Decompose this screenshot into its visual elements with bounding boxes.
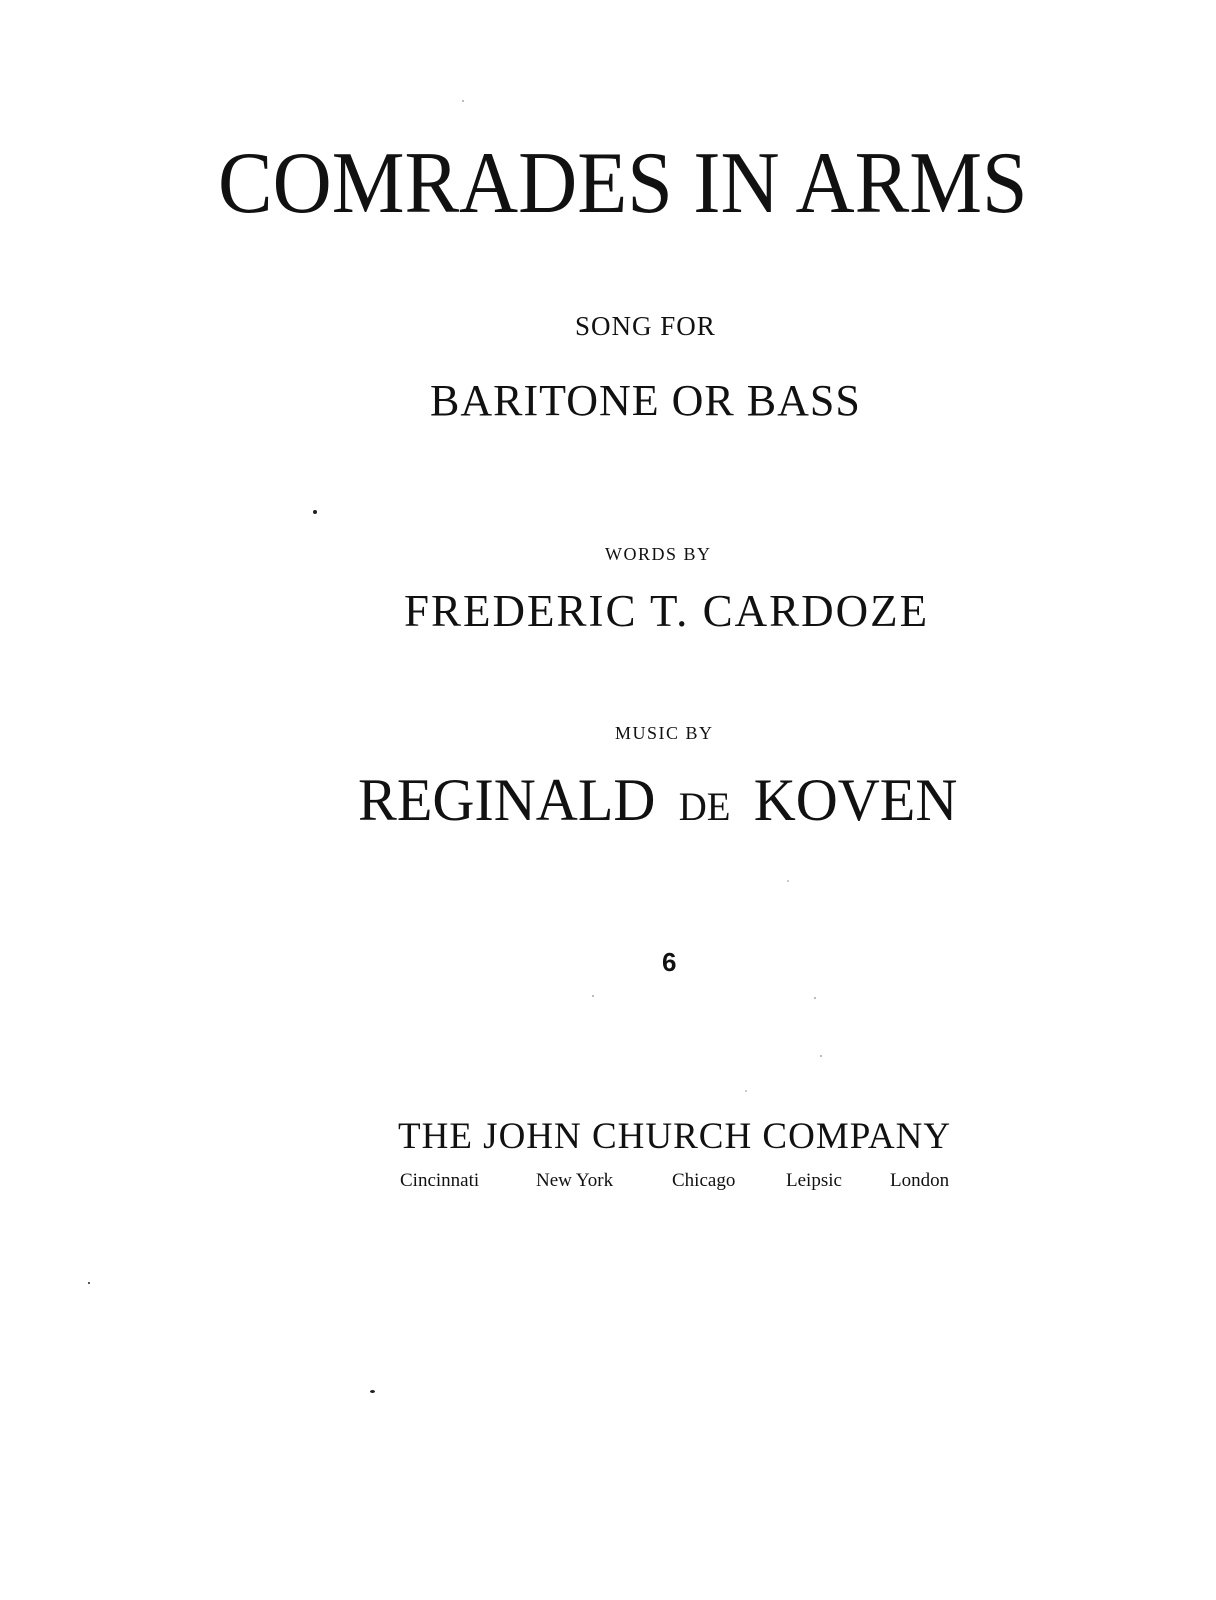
composer-particle: DE: [678, 784, 731, 829]
voice-type: BARITONE OR BASS: [430, 376, 861, 425]
city-new-york: New York: [536, 1170, 614, 1191]
composer-name: [358, 767, 958, 833]
scan-speck: [370, 1390, 375, 1393]
scan-speck: [745, 1090, 747, 1092]
song-title: COMRADES IN ARMS: [218, 135, 1028, 232]
composer-last-name: KOVEN: [753, 767, 958, 833]
publisher-name: THE JOHN CHURCH COMPANY: [398, 1116, 952, 1157]
city-london: London: [890, 1170, 950, 1191]
scan-speck: [787, 880, 789, 882]
city-cincinnati: Cincinnati: [400, 1170, 480, 1191]
music-by-label: MUSIC BY: [615, 723, 714, 743]
scan-speck: [814, 997, 816, 999]
edition-number: 6: [662, 947, 677, 977]
city-leipsic: Leipsic: [786, 1170, 842, 1191]
scan-speck: [462, 100, 464, 102]
scan-speck: [592, 995, 594, 997]
scan-speck: [820, 1055, 822, 1057]
city-chicago: Chicago: [672, 1170, 736, 1191]
publisher-cities: [400, 1170, 960, 1194]
lyricist-name: FREDERIC T. CARDOZE: [404, 586, 930, 636]
song-for-label: SONG FOR: [575, 311, 716, 341]
words-by-label: WORDS BY: [605, 544, 712, 564]
scan-speck: [88, 1282, 90, 1284]
scan-speck: [313, 510, 317, 514]
composer-first-name: REGINALD: [358, 767, 656, 833]
